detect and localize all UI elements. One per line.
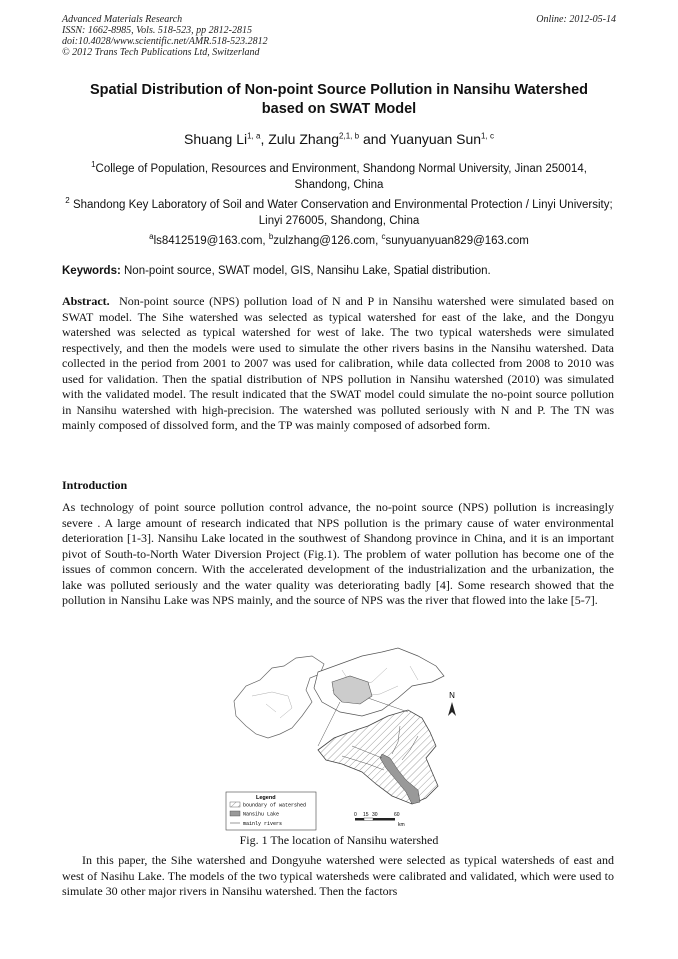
introduction-text: As technology of point source pollution control advance, the no-point source (NPS) pollution is increasingly severe . A large amount of research indicated that NPS pollution is the primary cause of water environmental deterioration [1-3]. Nansihu Lake located in the southwest of Shandong province in China, and it is an important pivot of South-to-North Water Diversion Project (Fig.1). The problem of water pollution has become one of the issues of common concern. With the accelerated development of the industrialization and the urbanization, the lake was polluted seriously and the water quality was deteriorating badly [4]. Some research showed that the pollution in Nansihu Lake was NPS mainly, and the source of NPS was the river that flowed into the lake [5-7]. xyxy=(62,500,614,607)
scale-label: 15 xyxy=(363,812,369,818)
legend-item: mainly rivers xyxy=(243,821,283,827)
author-3-sup: 1, c xyxy=(481,131,494,141)
doi: doi:10.4028/www.scientific.net/AMR.518-523.2812 xyxy=(62,36,268,47)
email-a: ls8412519@163.com, xyxy=(153,234,269,247)
author-2: Zulu Zhang xyxy=(268,131,340,147)
watershed-map xyxy=(222,646,468,832)
author-3: Yuanyuan Sun xyxy=(389,131,482,147)
author-1-sup: 1, a xyxy=(247,131,261,141)
title-line-2: based on SWAT Model xyxy=(261,101,417,117)
online-date: Online: 2012-05-14 xyxy=(536,14,616,25)
affiliation-1 xyxy=(62,157,616,193)
china-outline xyxy=(234,656,324,738)
email-b-sup: b xyxy=(268,232,274,241)
legend-item: boundary of watershed xyxy=(243,802,307,809)
aff-2-text: Shandong Key Laboratory of Soil and Water Conservation and Environmental Protection / Linyi University; Linyi 276005, Shandong, China xyxy=(72,198,613,227)
email-b: zulzhang@126.com, xyxy=(273,234,382,247)
author-sep: , xyxy=(260,131,269,147)
figure-caption: Fig. 1 The location of Nansihu watershed xyxy=(239,833,439,847)
email-c-sup: c xyxy=(381,232,386,241)
abstract-label: Abstract. xyxy=(62,294,110,308)
scale-label: 60 xyxy=(394,812,400,818)
copyright: © 2012 Trans Tech Publications Ltd, Switzerland xyxy=(62,47,260,58)
scale-bar xyxy=(354,812,405,828)
aff-1-text: College of Population, Resources and Environment, Shandong Normal University, Jinan 250014, Shandong, China xyxy=(95,162,587,191)
aff-2-sup: 2 xyxy=(65,196,70,205)
legend-item: Nansihu Lake xyxy=(243,811,280,818)
scale-unit: km xyxy=(398,822,405,828)
paper-title xyxy=(55,81,623,119)
scale-label: 0 xyxy=(354,812,357,818)
issn: ISSN: 1662-8985, Vols. 518-523, pp 2812-2815 xyxy=(62,25,252,36)
author-emails xyxy=(62,229,616,249)
email-c: sunyuanyuan829@163.com xyxy=(385,234,529,247)
abstract xyxy=(62,294,614,434)
author-2-sup: 2,1, b xyxy=(339,131,360,141)
keywords-text: Non-point source, SWAT model, GIS, Nansihu Lake, Spatial distribution. xyxy=(124,265,491,277)
map-legend xyxy=(226,792,316,830)
author-list xyxy=(0,131,678,147)
author-1: Shuang Li xyxy=(184,131,248,147)
abstract-text: Non-point source (NPS) pollution load of N and P in Nansihu watershed were simulated based on SWAT model. The Sihe watershed was selected as typical watershed for east of the lake, and the Dongyu watershed was selected as typical watershed for west of lake. The two typical watersheds were simulated respectively, and then the models were used to simulate the other rivers basins in the Nansihu watershed. Data collected in the period from 2001 to 2007 was used for calibration, while data collected from 2008 to 2010 was used for validation. Then the spatial distribution of NPS pollution in Nansihu watershed (2010) was simulated with the validated model. The result indicated that the SWAT model could simulate the no-point source pollution in Nansihu watershed with high-precision. The watershed was polluted seriously with N and P. The TN was mainly composed of dissolved form, and the TP was mainly composed of adsorbed form. xyxy=(62,294,614,432)
north-arrow-icon xyxy=(448,691,456,716)
author-sep: and xyxy=(359,131,390,147)
legend-title: Legend xyxy=(256,795,276,801)
email-a-sup: a xyxy=(149,232,154,241)
watershed-boundary xyxy=(318,710,438,804)
introduction-heading: Introduction xyxy=(62,478,128,492)
journal-header xyxy=(62,14,422,58)
aff-1-sup: 1 xyxy=(91,160,96,169)
scale-label: 30 xyxy=(372,812,378,818)
figure-1-map xyxy=(222,646,468,832)
affiliation-2 xyxy=(62,193,616,229)
journal-name: Advanced Materials Research xyxy=(62,14,183,25)
paragraph-2: In this paper, the Sihe watershed and Dongyuhe watershed were selected as typical watersheds of east and west of Nasihu Lake. The models of the two typical watersheds were calibrated and validated, which were used to simulate 30 other major rivers in Nansihu watershed. Then the factors xyxy=(62,853,614,898)
keywords-label: Keywords: xyxy=(62,265,121,277)
keywords xyxy=(62,265,622,277)
title-line-1: Spatial Distribution of Non-point Source Pollution in Nansihu Watershed xyxy=(89,82,589,98)
north-label: N xyxy=(449,691,455,700)
